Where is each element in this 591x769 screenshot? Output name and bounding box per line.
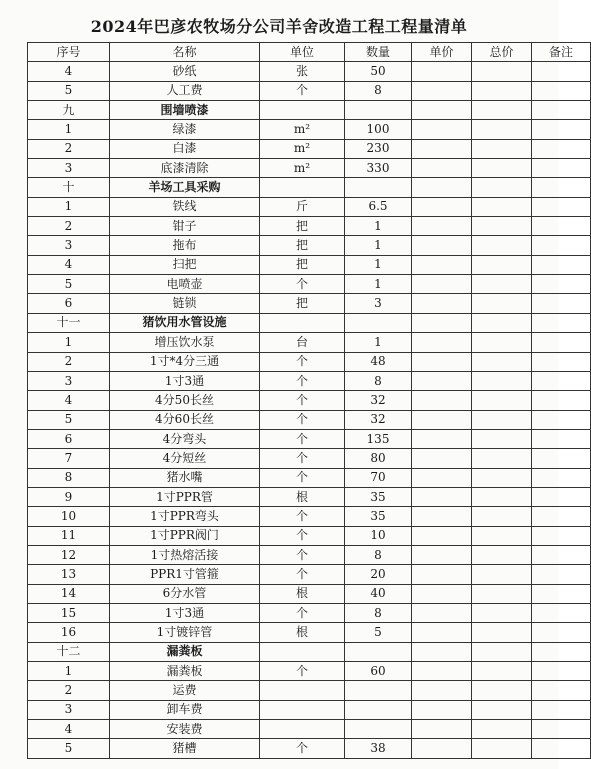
cell-total-price — [472, 468, 532, 487]
cell-total-price — [472, 236, 532, 255]
cell-remark — [532, 720, 591, 739]
cell-unit — [260, 178, 345, 197]
cell-unit: 个 — [260, 468, 345, 487]
cell-quantity — [345, 720, 412, 739]
cell-unit-price — [412, 139, 472, 158]
table-row — [28, 197, 591, 216]
cell-seq: 15 — [28, 603, 110, 622]
table-row — [28, 623, 591, 642]
table-row — [28, 352, 591, 371]
cell-unit-price — [412, 662, 472, 681]
cell-quantity: 3 — [345, 294, 412, 313]
cell-unit-price — [412, 236, 472, 255]
cell-total-price — [472, 739, 532, 758]
table-row — [28, 507, 591, 526]
cell-quantity: 60 — [345, 662, 412, 681]
cell-unit: 个 — [260, 371, 345, 390]
cell-remark — [532, 197, 591, 216]
cell-unit: 个 — [260, 526, 345, 545]
cell-remark — [532, 487, 591, 506]
table-row — [28, 62, 591, 81]
cell-remark — [532, 507, 591, 526]
cell-total-price — [472, 487, 532, 506]
cell-quantity — [345, 700, 412, 719]
cell-unit-price — [412, 429, 472, 448]
cell-remark — [532, 391, 591, 410]
cell-seq: 4 — [28, 391, 110, 410]
cell-total-price — [472, 526, 532, 545]
cell-unit — [260, 101, 345, 120]
cell-unit: 个 — [260, 275, 345, 294]
cell-name: 1寸PPR管 — [110, 487, 260, 506]
cell-unit-price — [412, 120, 472, 139]
cell-unit: 个 — [260, 739, 345, 758]
cell-unit: 个 — [260, 391, 345, 410]
cell-quantity: 1 — [345, 275, 412, 294]
cell-seq: 8 — [28, 468, 110, 487]
header-name: 名称 — [110, 43, 260, 62]
table-row — [28, 603, 591, 622]
cell-total-price — [472, 333, 532, 352]
table-row — [28, 294, 591, 313]
table-row — [28, 487, 591, 506]
cell-quantity: 100 — [345, 120, 412, 139]
header-seq: 序号 — [28, 43, 110, 62]
cell-total-price — [472, 545, 532, 564]
cell-unit-price — [412, 526, 472, 545]
cell-quantity — [345, 178, 412, 197]
cell-name: 4分短丝 — [110, 449, 260, 468]
cell-remark — [532, 662, 591, 681]
cell-seq: 4 — [28, 255, 110, 274]
cell-quantity: 50 — [345, 62, 412, 81]
cell-remark — [532, 101, 591, 120]
cell-quantity: 135 — [345, 429, 412, 448]
cell-name: 铁线 — [110, 197, 260, 216]
cell-unit: 斤 — [260, 197, 345, 216]
cell-total-price — [472, 275, 532, 294]
table-row — [28, 217, 591, 236]
table-row — [28, 429, 591, 448]
cell-quantity: 80 — [345, 449, 412, 468]
cell-unit: 个 — [260, 449, 345, 468]
section-row — [28, 178, 591, 197]
cell-seq: 2 — [28, 681, 110, 700]
cell-seq: 13 — [28, 565, 110, 584]
table-row — [28, 468, 591, 487]
cell-name: 6分水管 — [110, 584, 260, 603]
header-total-price: 总价 — [472, 43, 532, 62]
table-row — [28, 700, 591, 719]
cell-unit: 个 — [260, 429, 345, 448]
cell-name: 1寸3通 — [110, 371, 260, 390]
cell-remark — [532, 739, 591, 758]
cell-remark — [532, 333, 591, 352]
cell-total-price — [472, 565, 532, 584]
cell-remark — [532, 371, 591, 390]
cell-remark — [532, 700, 591, 719]
cell-seq: 6 — [28, 429, 110, 448]
cell-remark — [532, 429, 591, 448]
table-row — [28, 720, 591, 739]
cell-unit-price — [412, 507, 472, 526]
cell-total-price — [472, 159, 532, 178]
cell-quantity: 32 — [345, 410, 412, 429]
cell-total-price — [472, 623, 532, 642]
cell-unit-price — [412, 565, 472, 584]
cell-remark — [532, 178, 591, 197]
cell-unit-price — [412, 294, 472, 313]
cell-seq: 3 — [28, 371, 110, 390]
cell-unit-price — [412, 391, 472, 410]
cell-name: 猪饮用水管设施 — [110, 313, 260, 332]
cell-name: 1寸PPR阀门 — [110, 526, 260, 545]
cell-unit: 个 — [260, 545, 345, 564]
cell-seq: 2 — [28, 139, 110, 158]
cell-quantity: 1 — [345, 333, 412, 352]
cell-name: 1寸PPR弯头 — [110, 507, 260, 526]
table-row — [28, 139, 591, 158]
cell-quantity: 230 — [345, 139, 412, 158]
cell-name: 羊场工具采购 — [110, 178, 260, 197]
cell-name: 安装费 — [110, 720, 260, 739]
cell-name: 卸车费 — [110, 700, 260, 719]
table-row — [28, 526, 591, 545]
cell-total-price — [472, 352, 532, 371]
cell-seq: 九 — [28, 101, 110, 120]
header-unit: 单位 — [260, 43, 345, 62]
table-row — [28, 333, 591, 352]
table-body — [28, 62, 591, 758]
cell-remark — [532, 236, 591, 255]
cell-total-price — [472, 681, 532, 700]
cell-total-price — [472, 62, 532, 81]
cell-unit: 个 — [260, 352, 345, 371]
cell-seq: 10 — [28, 507, 110, 526]
cell-total-price — [472, 449, 532, 468]
section-row — [28, 642, 591, 661]
cell-name: 4分60长丝 — [110, 410, 260, 429]
cell-quantity: 6.5 — [345, 197, 412, 216]
cell-unit-price — [412, 487, 472, 506]
cell-name: 人工费 — [110, 81, 260, 100]
table-row — [28, 255, 591, 274]
cell-total-price — [472, 662, 532, 681]
table-row — [28, 565, 591, 584]
cell-remark — [532, 565, 591, 584]
table-row — [28, 449, 591, 468]
table-row — [28, 236, 591, 255]
cell-name: 增压饮水泵 — [110, 333, 260, 352]
section-row — [28, 101, 591, 120]
cell-seq: 十 — [28, 178, 110, 197]
cell-quantity: 1 — [345, 255, 412, 274]
cell-seq: 1 — [28, 197, 110, 216]
bill-of-quantities-table — [27, 42, 591, 759]
cell-remark — [532, 584, 591, 603]
cell-seq: 十二 — [28, 642, 110, 661]
cell-unit — [260, 720, 345, 739]
cell-unit: 个 — [260, 81, 345, 100]
cell-remark — [532, 294, 591, 313]
cell-name: 钳子 — [110, 217, 260, 236]
cell-unit — [260, 681, 345, 700]
table-row — [28, 391, 591, 410]
cell-unit-price — [412, 62, 472, 81]
cell-seq: 2 — [28, 217, 110, 236]
cell-name: 运费 — [110, 681, 260, 700]
cell-unit-price — [412, 101, 472, 120]
cell-unit — [260, 313, 345, 332]
cell-name: 漏粪板 — [110, 642, 260, 661]
cell-total-price — [472, 101, 532, 120]
cell-unit-price — [412, 623, 472, 642]
cell-unit: 把 — [260, 255, 345, 274]
cell-unit-price — [412, 313, 472, 332]
table-row — [28, 584, 591, 603]
cell-remark — [532, 313, 591, 332]
cell-unit-price — [412, 681, 472, 700]
cell-unit: m² — [260, 120, 345, 139]
cell-remark — [532, 139, 591, 158]
cell-remark — [532, 255, 591, 274]
cell-quantity: 32 — [345, 391, 412, 410]
cell-quantity: 8 — [345, 371, 412, 390]
cell-name: 绿漆 — [110, 120, 260, 139]
table-row — [28, 545, 591, 564]
table-header-row — [28, 43, 591, 62]
cell-seq: 2 — [28, 352, 110, 371]
cell-total-price — [472, 371, 532, 390]
cell-total-price — [472, 642, 532, 661]
cell-total-price — [472, 410, 532, 429]
table-row — [28, 681, 591, 700]
cell-remark — [532, 120, 591, 139]
cell-total-price — [472, 81, 532, 100]
cell-total-price — [472, 429, 532, 448]
cell-unit-price — [412, 81, 472, 100]
cell-total-price — [472, 313, 532, 332]
cell-unit-price — [412, 371, 472, 390]
cell-quantity: 330 — [345, 159, 412, 178]
cell-total-price — [472, 603, 532, 622]
cell-unit: 把 — [260, 294, 345, 313]
cell-remark — [532, 352, 591, 371]
cell-unit-price — [412, 217, 472, 236]
cell-total-price — [472, 120, 532, 139]
table-row — [28, 662, 591, 681]
cell-seq: 十一 — [28, 313, 110, 332]
cell-seq: 6 — [28, 294, 110, 313]
cell-unit-price — [412, 333, 472, 352]
cell-seq: 11 — [28, 526, 110, 545]
cell-name: 4分弯头 — [110, 429, 260, 448]
cell-name: 砂纸 — [110, 62, 260, 81]
cell-seq: 3 — [28, 159, 110, 178]
cell-quantity: 10 — [345, 526, 412, 545]
cell-quantity: 20 — [345, 565, 412, 584]
cell-quantity — [345, 642, 412, 661]
cell-remark — [532, 642, 591, 661]
cell-quantity: 8 — [345, 81, 412, 100]
cell-quantity: 8 — [345, 603, 412, 622]
cell-name: 4分50长丝 — [110, 391, 260, 410]
cell-seq: 5 — [28, 739, 110, 758]
cell-unit: 把 — [260, 236, 345, 255]
cell-unit: 个 — [260, 603, 345, 622]
cell-unit — [260, 700, 345, 719]
cell-unit-price — [412, 584, 472, 603]
cell-unit: m² — [260, 159, 345, 178]
cell-remark — [532, 468, 591, 487]
cell-name: 电喷壶 — [110, 275, 260, 294]
header-quantity: 数量 — [345, 43, 412, 62]
cell-remark — [532, 526, 591, 545]
cell-name: 拖布 — [110, 236, 260, 255]
cell-unit: 个 — [260, 662, 345, 681]
cell-name: 底漆清除 — [110, 159, 260, 178]
cell-remark — [532, 603, 591, 622]
cell-seq: 16 — [28, 623, 110, 642]
cell-unit-price — [412, 468, 472, 487]
cell-quantity — [345, 313, 412, 332]
cell-name: 围墙喷漆 — [110, 101, 260, 120]
cell-quantity: 35 — [345, 507, 412, 526]
section-row — [28, 313, 591, 332]
cell-unit: 张 — [260, 62, 345, 81]
cell-seq: 14 — [28, 584, 110, 603]
cell-unit: m² — [260, 139, 345, 158]
cell-unit-price — [412, 603, 472, 622]
cell-unit: 个 — [260, 565, 345, 584]
cell-name: 漏粪板 — [110, 662, 260, 681]
cell-unit-price — [412, 197, 472, 216]
cell-seq: 1 — [28, 662, 110, 681]
cell-name: 1寸热熔活接 — [110, 545, 260, 564]
cell-name: 猪水嘴 — [110, 468, 260, 487]
cell-remark — [532, 623, 591, 642]
cell-seq: 5 — [28, 275, 110, 294]
cell-total-price — [472, 178, 532, 197]
cell-total-price — [472, 720, 532, 739]
cell-unit: 个 — [260, 507, 345, 526]
cell-quantity: 1 — [345, 236, 412, 255]
cell-unit: 把 — [260, 217, 345, 236]
cell-unit: 台 — [260, 333, 345, 352]
cell-remark — [532, 275, 591, 294]
cell-remark — [532, 545, 591, 564]
cell-seq: 7 — [28, 449, 110, 468]
cell-quantity — [345, 681, 412, 700]
cell-unit-price — [412, 642, 472, 661]
cell-name: 白漆 — [110, 139, 260, 158]
cell-seq: 5 — [28, 410, 110, 429]
cell-unit: 根 — [260, 487, 345, 506]
cell-seq: 1 — [28, 120, 110, 139]
cell-seq: 5 — [28, 81, 110, 100]
table-row — [28, 159, 591, 178]
cell-total-price — [472, 584, 532, 603]
cell-unit-price — [412, 700, 472, 719]
cell-total-price — [472, 700, 532, 719]
cell-name: PPR1寸管箍 — [110, 565, 260, 584]
document-title: 2024年巴彦农牧场分公司羊舍改造工程工程量清单 — [90, 17, 468, 36]
cell-unit: 个 — [260, 410, 345, 429]
cell-seq: 9 — [28, 487, 110, 506]
cell-name: 链锁 — [110, 294, 260, 313]
cell-seq: 3 — [28, 700, 110, 719]
header-unit-price: 单价 — [412, 43, 472, 62]
cell-unit-price — [412, 720, 472, 739]
cell-total-price — [472, 197, 532, 216]
cell-total-price — [472, 507, 532, 526]
cell-total-price — [472, 294, 532, 313]
cell-name: 1寸*4分三通 — [110, 352, 260, 371]
cell-seq: 12 — [28, 545, 110, 564]
cell-quantity: 8 — [345, 545, 412, 564]
cell-quantity: 48 — [345, 352, 412, 371]
table-row — [28, 371, 591, 390]
cell-quantity: 5 — [345, 623, 412, 642]
cell-quantity: 38 — [345, 739, 412, 758]
table-row — [28, 739, 591, 758]
cell-total-price — [472, 391, 532, 410]
cell-remark — [532, 449, 591, 468]
cell-remark — [532, 217, 591, 236]
cell-name: 1寸3通 — [110, 603, 260, 622]
cell-remark — [532, 81, 591, 100]
cell-seq: 3 — [28, 236, 110, 255]
table-row — [28, 81, 591, 100]
cell-unit-price — [412, 255, 472, 274]
cell-quantity: 40 — [345, 584, 412, 603]
cell-unit-price — [412, 545, 472, 564]
cell-total-price — [472, 139, 532, 158]
cell-quantity: 70 — [345, 468, 412, 487]
cell-seq: 1 — [28, 333, 110, 352]
cell-name: 猪槽 — [110, 739, 260, 758]
cell-remark — [532, 159, 591, 178]
cell-name: 1寸镀锌管 — [110, 623, 260, 642]
cell-seq: 4 — [28, 720, 110, 739]
table-row — [28, 275, 591, 294]
cell-unit: 根 — [260, 623, 345, 642]
cell-quantity: 1 — [345, 217, 412, 236]
cell-remark — [532, 62, 591, 81]
table-row — [28, 120, 591, 139]
cell-remark — [532, 681, 591, 700]
cell-unit: 根 — [260, 584, 345, 603]
cell-total-price — [472, 217, 532, 236]
cell-unit-price — [412, 178, 472, 197]
cell-unit-price — [412, 410, 472, 429]
cell-remark — [532, 410, 591, 429]
cell-unit-price — [412, 275, 472, 294]
cell-unit-price — [412, 352, 472, 371]
header-remark: 备注 — [532, 43, 591, 62]
cell-quantity — [345, 101, 412, 120]
cell-seq: 4 — [28, 62, 110, 81]
cell-unit-price — [412, 159, 472, 178]
cell-unit — [260, 642, 345, 661]
cell-name: 扫把 — [110, 255, 260, 274]
cell-unit-price — [412, 449, 472, 468]
cell-unit-price — [412, 739, 472, 758]
cell-quantity: 35 — [345, 487, 412, 506]
table-row — [28, 410, 591, 429]
cell-total-price — [472, 255, 532, 274]
